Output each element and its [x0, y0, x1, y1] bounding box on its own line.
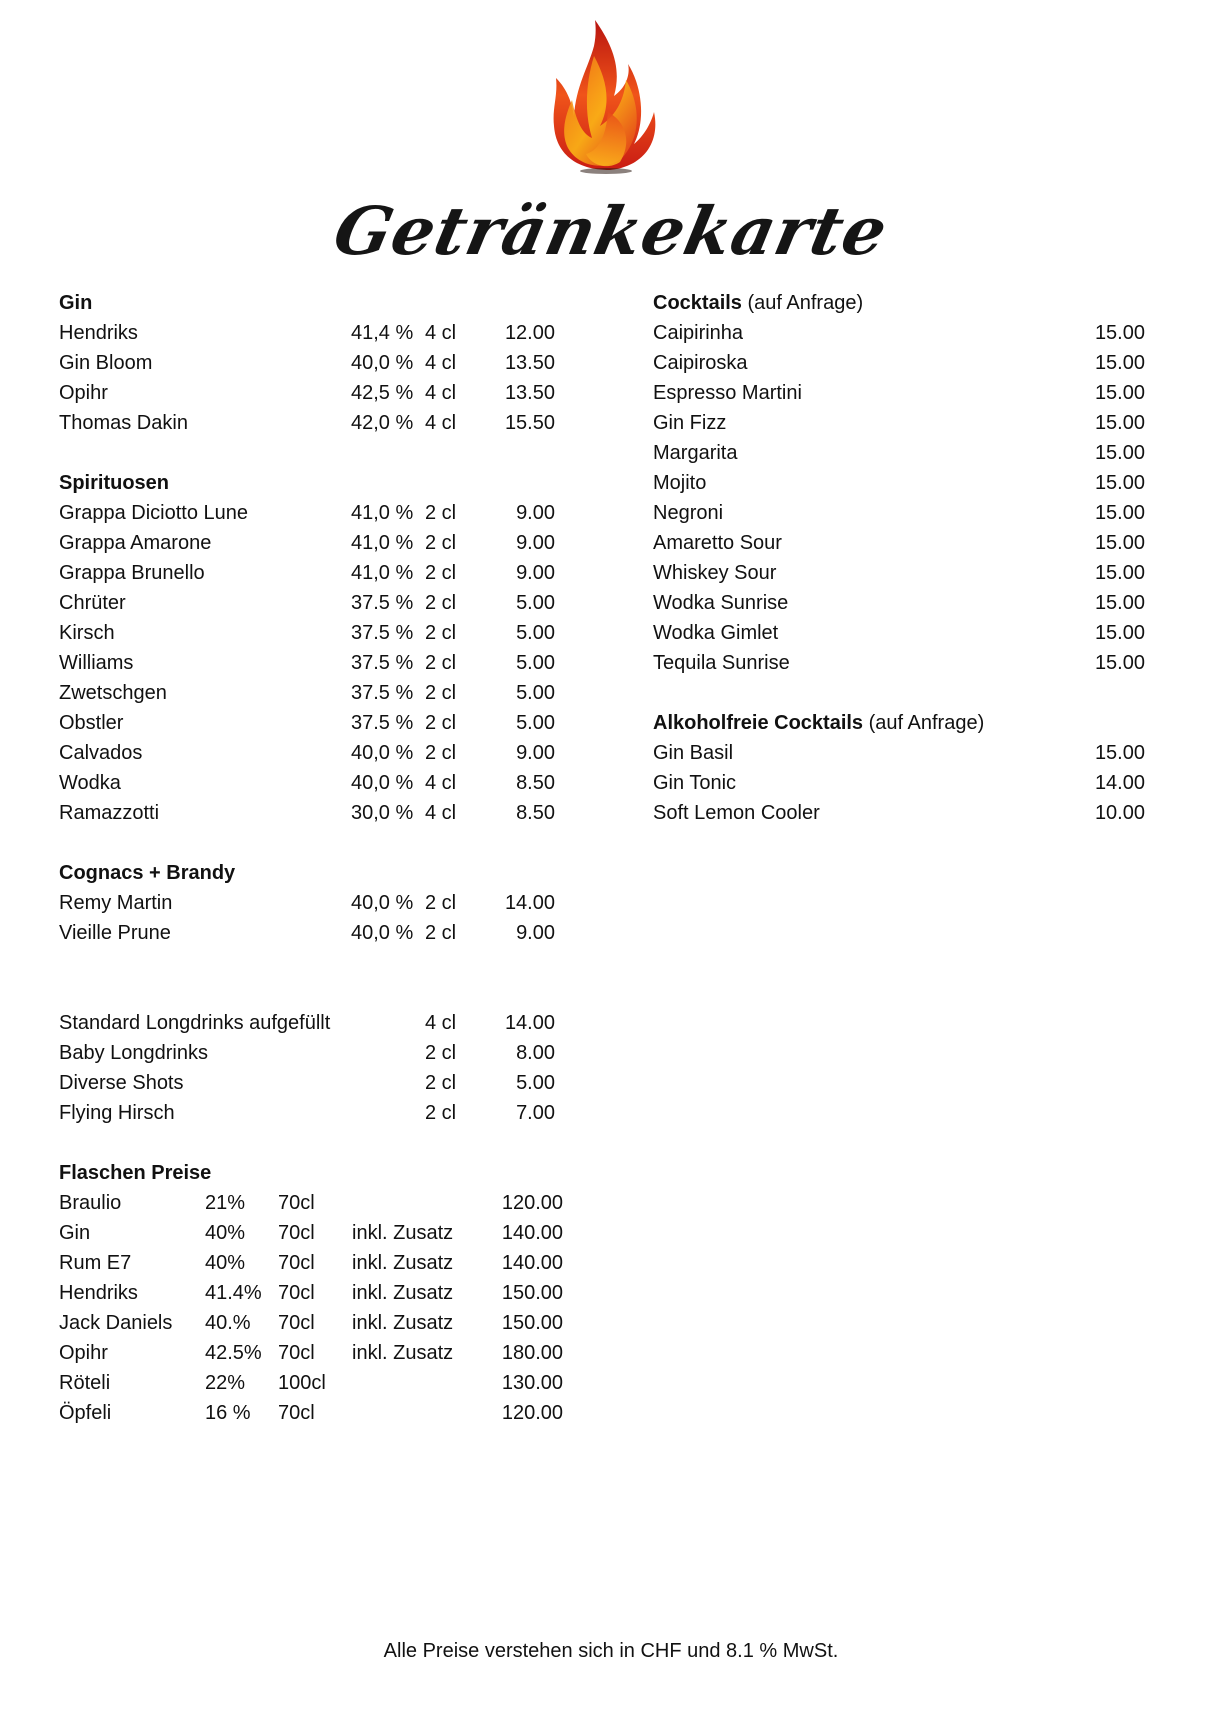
- flame-icon: [548, 16, 662, 176]
- cocktail-item: [653, 588, 1145, 618]
- item-note: inkl. Zusatz: [352, 1342, 454, 1364]
- item-abv: 40,0 %: [351, 772, 414, 794]
- section-heading-spirituosen: Spirituosen: [59, 472, 170, 494]
- menu-item: [59, 798, 555, 828]
- item-name: Braulio: [59, 1192, 122, 1214]
- menu-item: [59, 738, 555, 768]
- item-abv: 37.5 %: [351, 652, 414, 674]
- menu-item: [59, 1038, 555, 1068]
- item-name: Opihr: [59, 1342, 108, 1364]
- item-price: 15.00: [1094, 412, 1145, 434]
- bottle-item: [59, 1248, 563, 1278]
- item-name: Röteli: [59, 1372, 111, 1394]
- item-price: 14.00: [1094, 772, 1145, 794]
- item-vol: 4 cl: [425, 802, 457, 824]
- item-name: Caipiroska: [653, 352, 748, 374]
- bottle-item: [59, 1368, 563, 1398]
- item-abv: 41,0 %: [351, 562, 414, 584]
- item-vol: 2 cl: [425, 1042, 457, 1064]
- item-name: Ramazzotti: [59, 802, 160, 824]
- cocktail-item: [653, 528, 1145, 558]
- item-price: 120.00: [501, 1402, 563, 1424]
- item-price: 140.00: [501, 1252, 563, 1274]
- cocktail-item: [653, 798, 1145, 828]
- item-name: Standard Longdrinks aufgefüllt: [59, 1012, 331, 1034]
- item-vol: 2 cl: [425, 742, 457, 764]
- item-abv: 37.5 %: [351, 622, 414, 644]
- item-vol: 2 cl: [425, 712, 457, 734]
- item-vol: 70cl: [278, 1402, 315, 1424]
- menu-item: [59, 588, 555, 618]
- item-price: 150.00: [501, 1282, 563, 1304]
- item-abv: 41,0 %: [351, 532, 414, 554]
- item-name: Amaretto Sour: [653, 532, 782, 554]
- item-price: 8.50: [516, 802, 555, 824]
- item-name: Gin Tonic: [653, 772, 737, 794]
- item-price: 9.00: [516, 742, 555, 764]
- item-abv: 40,0 %: [351, 892, 414, 914]
- bottle-item: [59, 1338, 563, 1368]
- item-vol: 2 cl: [425, 652, 457, 674]
- item-abv: 21%: [205, 1192, 246, 1214]
- item-price: 5.00: [516, 622, 555, 644]
- menu-item: [59, 558, 555, 588]
- cocktail-item: [653, 378, 1145, 408]
- item-name: Gin: [59, 1222, 91, 1244]
- bottle-item: [59, 1218, 563, 1248]
- cocktail-item: [653, 498, 1145, 528]
- section-heading-flaschen: Flaschen Preise: [59, 1162, 212, 1184]
- section-heading-cocktails: Cocktails (auf Anfrage): [653, 292, 864, 314]
- item-price: 15.00: [1094, 622, 1145, 644]
- menu-item: [59, 918, 555, 948]
- item-price: 15.00: [1094, 442, 1145, 464]
- cocktail-item: [653, 438, 1145, 468]
- item-name: Grappa Diciotto Lune: [59, 502, 249, 524]
- item-vol: 100cl: [278, 1372, 326, 1394]
- item-vol: 4 cl: [425, 352, 457, 374]
- item-vol: 70cl: [278, 1282, 315, 1304]
- menu-item: [59, 1008, 555, 1038]
- item-name: Grappa Amarone: [59, 532, 212, 554]
- menu-item: [59, 708, 555, 738]
- item-vol: 4 cl: [425, 772, 457, 794]
- item-price: 8.50: [516, 772, 555, 794]
- item-price: 15.00: [1094, 352, 1145, 374]
- item-name: Flying Hirsch: [59, 1102, 175, 1124]
- item-abv: 41,0 %: [351, 502, 414, 524]
- item-vol: 2 cl: [425, 1072, 457, 1094]
- item-vol: 2 cl: [425, 502, 457, 524]
- menu-item: [59, 648, 555, 678]
- menu-item: [59, 528, 555, 558]
- item-price: 15.00: [1094, 592, 1145, 614]
- item-price: 12.00: [504, 322, 555, 344]
- item-price: 15.00: [1094, 742, 1145, 764]
- right-column: [653, 288, 1163, 828]
- item-abv: 42,0 %: [351, 412, 414, 434]
- item-abv: 41.4%: [205, 1282, 262, 1304]
- item-price: 15.00: [1094, 502, 1145, 524]
- item-vol: 2 cl: [425, 892, 457, 914]
- menu-item: [59, 498, 555, 528]
- item-abv: 41,4 %: [351, 322, 414, 344]
- menu-item: [59, 678, 555, 708]
- item-note: inkl. Zusatz: [352, 1222, 454, 1244]
- item-price: 5.00: [516, 1072, 555, 1094]
- item-abv: 40,0 %: [351, 352, 414, 374]
- item-name: Wodka Sunrise: [653, 592, 789, 614]
- item-name: Calvados: [59, 742, 143, 764]
- cocktail-item: [653, 648, 1145, 678]
- item-price: 140.00: [501, 1222, 563, 1244]
- item-price: 15.00: [1094, 472, 1145, 494]
- item-price: 5.00: [516, 682, 555, 704]
- bottle-item: [59, 1188, 563, 1218]
- menu-item: [59, 318, 555, 348]
- item-name: Mojito: [653, 472, 707, 494]
- item-name: Öpfeli: [59, 1402, 112, 1424]
- cocktail-item: [653, 348, 1145, 378]
- item-name: Wodka Gimlet: [653, 622, 779, 644]
- item-price: 15.00: [1094, 322, 1145, 344]
- item-vol: 4 cl: [425, 1012, 457, 1034]
- item-price: 13.50: [504, 382, 555, 404]
- item-price: 5.00: [516, 652, 555, 674]
- item-abv: 40,0 %: [351, 922, 414, 944]
- cocktail-item: [653, 408, 1145, 438]
- item-vol: 2 cl: [425, 532, 457, 554]
- item-name: Whiskey Sour: [653, 562, 777, 584]
- item-price: 8.00: [516, 1042, 555, 1064]
- item-abv: 40%: [205, 1252, 246, 1274]
- item-abv: 37.5 %: [351, 592, 414, 614]
- item-name: Rum E7: [59, 1252, 132, 1274]
- item-price: 15.00: [1094, 562, 1145, 584]
- item-price: 120.00: [501, 1192, 563, 1214]
- item-abv: 16 %: [205, 1402, 251, 1424]
- item-name: Thomas Dakin: [59, 412, 188, 434]
- item-vol: 4 cl: [425, 322, 457, 344]
- cocktail-item: [653, 318, 1145, 348]
- item-price: 5.00: [516, 712, 555, 734]
- cocktail-item: [653, 738, 1145, 768]
- item-price: 150.00: [501, 1312, 563, 1334]
- item-price: 9.00: [516, 532, 555, 554]
- item-price: 15.00: [1094, 532, 1145, 554]
- item-vol: 2 cl: [425, 1102, 457, 1124]
- item-name: Soft Lemon Cooler: [653, 802, 820, 824]
- item-vol: 2 cl: [425, 682, 457, 704]
- item-price: 180.00: [501, 1342, 563, 1364]
- item-vol: 70cl: [278, 1342, 315, 1364]
- item-price: 15.00: [1094, 652, 1145, 674]
- item-price: 13.50: [504, 352, 555, 374]
- item-price: 9.00: [516, 502, 555, 524]
- section-heading-gin: Gin: [59, 292, 93, 314]
- menu-item: [59, 1098, 555, 1128]
- section-heading-alkoholfrei: Alkoholfreie Cocktails (auf Anfrage): [653, 712, 985, 734]
- item-name: Hendriks: [59, 322, 138, 344]
- item-abv: 30,0 %: [351, 802, 414, 824]
- bottle-item: [59, 1308, 563, 1338]
- item-price: 9.00: [516, 922, 555, 944]
- menu-item: [59, 378, 555, 408]
- cocktail-item: [653, 468, 1145, 498]
- item-name: Negroni: [653, 502, 724, 524]
- item-name: Diverse Shots: [59, 1072, 184, 1094]
- item-name: Opihr: [59, 382, 108, 404]
- item-name: Caipirinha: [653, 322, 744, 344]
- item-name: Baby Longdrinks: [59, 1042, 208, 1064]
- item-name: Obstler: [59, 712, 124, 734]
- item-vol: 70cl: [278, 1192, 315, 1214]
- bottle-item: [59, 1278, 563, 1308]
- item-name: Hendriks: [59, 1282, 138, 1304]
- menu-item: [59, 618, 555, 648]
- item-name: Wodka: [59, 772, 121, 794]
- left-column: [59, 288, 579, 1428]
- menu-item: [59, 1068, 555, 1098]
- cocktail-item: [653, 618, 1145, 648]
- section-heading-cognacs: Cognacs + Brandy: [59, 862, 236, 884]
- menu-item: [59, 408, 555, 438]
- item-abv: 37.5 %: [351, 682, 414, 704]
- item-abv: 42.5%: [205, 1342, 262, 1364]
- item-vol: 70cl: [278, 1252, 315, 1274]
- item-abv: 37.5 %: [351, 712, 414, 734]
- menu-item: [59, 348, 555, 378]
- item-price: 15.00: [1094, 382, 1145, 404]
- item-vol: 2 cl: [425, 592, 457, 614]
- item-vol: 2 cl: [425, 562, 457, 584]
- menu-item: [59, 888, 555, 918]
- item-price: 10.00: [1094, 802, 1145, 824]
- item-name: Gin Bloom: [59, 352, 153, 374]
- item-abv: 22%: [205, 1372, 246, 1394]
- item-price: 14.00: [504, 892, 555, 914]
- item-note: inkl. Zusatz: [352, 1312, 454, 1334]
- item-price: 130.00: [501, 1372, 563, 1394]
- item-vol: 70cl: [278, 1222, 315, 1244]
- item-abv: 42,5 %: [351, 382, 414, 404]
- item-name: Williams: [59, 652, 134, 674]
- item-vol: 2 cl: [425, 622, 457, 644]
- item-note: inkl. Zusatz: [352, 1282, 454, 1304]
- item-abv: 40.%: [205, 1312, 251, 1334]
- item-price: 14.00: [504, 1012, 555, 1034]
- item-vol: 4 cl: [425, 382, 457, 404]
- menu-item: [59, 768, 555, 798]
- item-name: Zwetschgen: [59, 682, 167, 704]
- item-name: Grappa Brunello: [59, 562, 205, 584]
- item-name: Gin Basil: [653, 742, 734, 764]
- item-abv: 40%: [205, 1222, 246, 1244]
- item-name: Kirsch: [59, 622, 115, 644]
- item-name: Remy Martin: [59, 892, 173, 914]
- item-name: Jack Daniels: [59, 1312, 173, 1334]
- cocktail-item: [653, 768, 1145, 798]
- item-name: Espresso Martini: [653, 382, 802, 404]
- item-name: Chrüter: [59, 592, 126, 614]
- price-footnote: Alle Preise verstehen sich in CHF und 8.1 % MwSt.: [383, 1640, 839, 1662]
- cocktail-item: [653, 558, 1145, 588]
- item-vol: 4 cl: [425, 412, 457, 434]
- item-name: Gin Fizz: [653, 412, 727, 434]
- page-title: Getränkekarte: [327, 192, 895, 270]
- item-note: inkl. Zusatz: [352, 1252, 454, 1274]
- item-name: Vieille Prune: [59, 922, 171, 944]
- item-price: 15.50: [504, 412, 555, 434]
- item-price: 5.00: [516, 592, 555, 614]
- item-vol: 70cl: [278, 1312, 315, 1334]
- item-name: Tequila Sunrise: [653, 652, 790, 674]
- item-abv: 40,0 %: [351, 742, 414, 764]
- bottle-item: [59, 1398, 563, 1428]
- item-name: Margarita: [653, 442, 738, 464]
- item-price: 9.00: [516, 562, 555, 584]
- item-vol: 2 cl: [425, 922, 457, 944]
- item-price: 7.00: [516, 1102, 555, 1124]
